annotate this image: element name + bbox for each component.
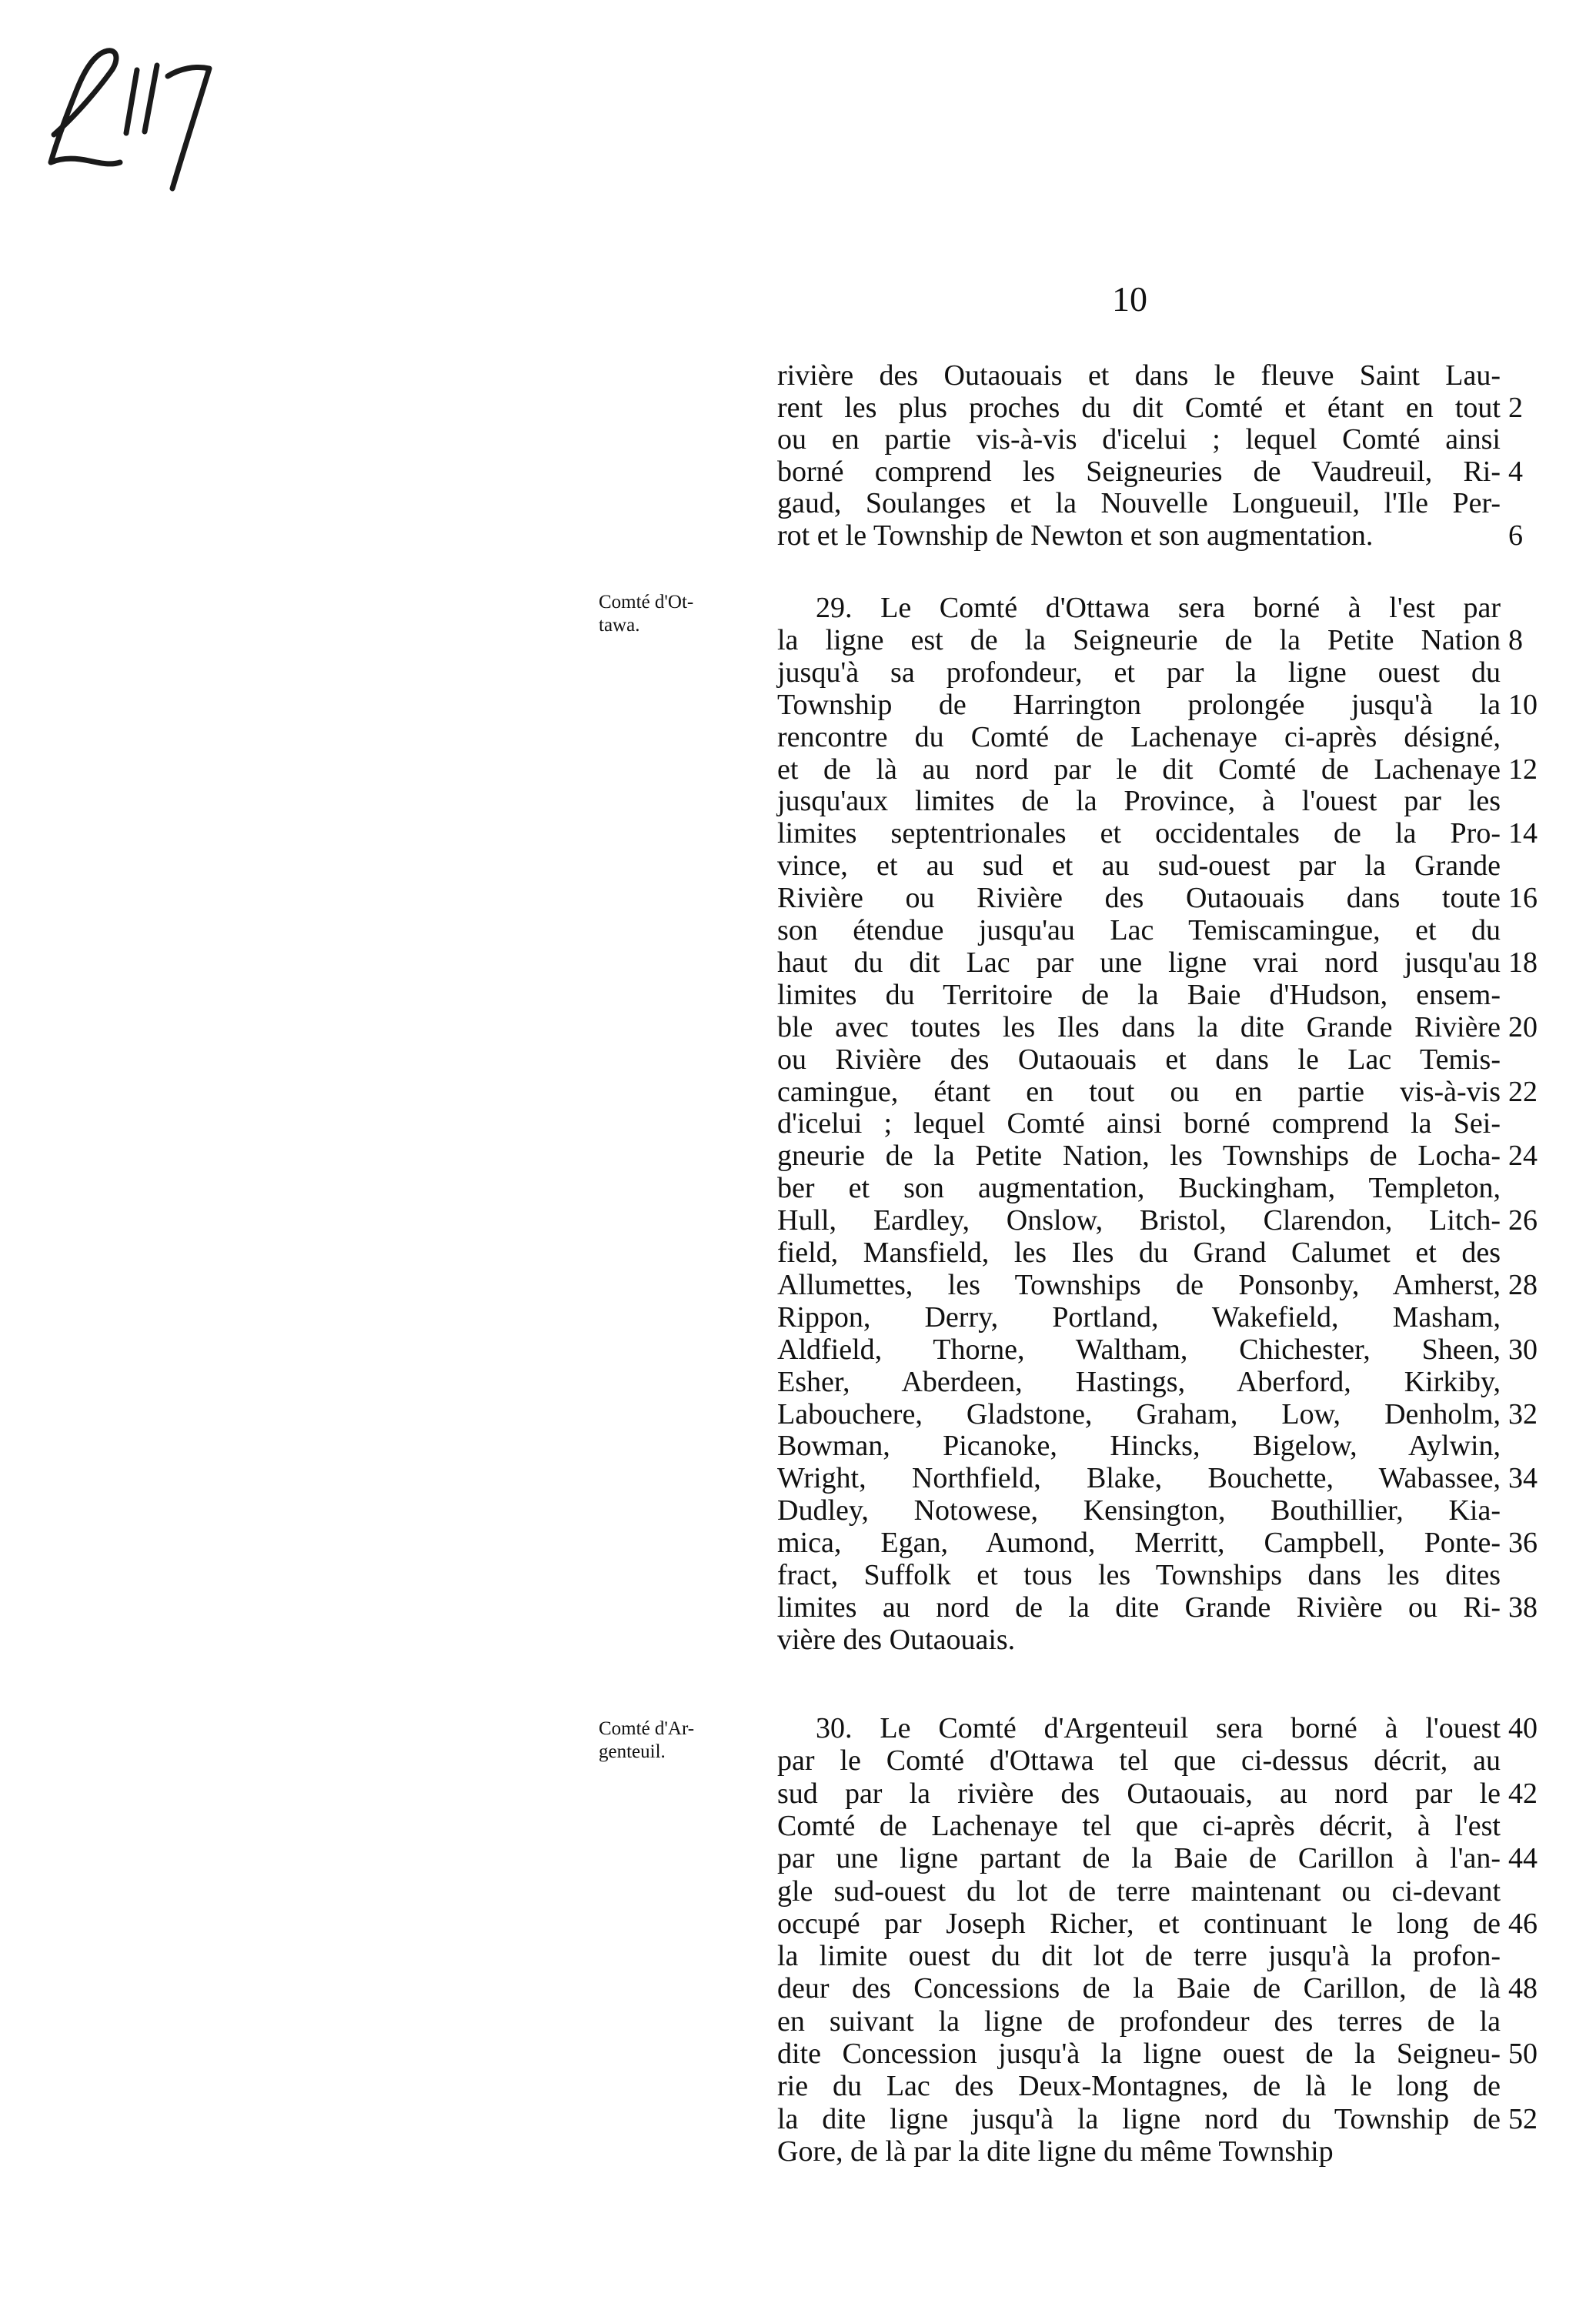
text-line [777, 2037, 1538, 2071]
line-text: la ligne est de la Seigneurie de la Petite Nation [777, 623, 1501, 656]
text-line [777, 359, 1501, 392]
line-text: 29. Le Comté d'Ottawa sera borné à l'est par [816, 592, 1501, 624]
margin-note-argenteuil [599, 1717, 768, 1764]
text-line [777, 1107, 1501, 1140]
text-line [777, 1744, 1501, 1778]
text-line [777, 720, 1501, 754]
text-line [777, 2102, 1538, 2136]
line-number: 14 [1508, 817, 1538, 850]
line-text: ber et son augmentation, Buckingham, Templeton, [777, 1172, 1501, 1205]
line-text: vière des Outaouais. [777, 1623, 1016, 1656]
line-text: rencontre du Comté de Lachenaye ci-après désigné, [777, 720, 1501, 753]
line-text: par une ligne partant de la Baie de Carillon à l'an- [777, 1842, 1501, 1875]
line-text: Allumettes, les Townships de Ponsonby, Amherst, [777, 1268, 1501, 1301]
line-text: Dudley, Notowese, Kensington, Bouthillier, Kia- [777, 1494, 1501, 1527]
text-line [777, 422, 1501, 456]
line-text: par le Comté d'Ottawa tel que ci-dessus décrit, au [777, 1744, 1501, 1778]
text-line [777, 1365, 1501, 1399]
line-number: 26 [1508, 1204, 1538, 1237]
text-line [777, 1300, 1501, 1334]
line-number: 2 [1508, 391, 1523, 424]
line-number: 48 [1508, 1972, 1538, 2005]
text-line [777, 623, 1523, 657]
line-text: rot et le Township de Newton et son augmentation. [777, 519, 1374, 552]
line-text: ou en partie vis-à-vis d'icelui ; lequel Comté ainsi [777, 423, 1501, 456]
line-text: la dite ligne jusqu'à la ligne nord du Township de [777, 2102, 1501, 2135]
text-line [777, 753, 1538, 786]
line-text: deur des Concessions de la Baie de Carillon, de là [777, 1972, 1501, 2005]
line-text: Labouchere, Gladstone, Graham, Low, Denholm, [777, 1397, 1501, 1430]
line-number: 16 [1508, 882, 1538, 915]
text-line [777, 1711, 1538, 1745]
line-text: jusqu'à sa profondeur, et par la ligne ouest du [777, 656, 1501, 689]
line-text: limites au nord de la dite Grande Rivière ou Ri- [777, 1591, 1501, 1624]
line-number: 28 [1508, 1268, 1538, 1301]
text-line [777, 688, 1538, 722]
text-line [777, 656, 1501, 689]
line-text: Hull, Eardley, Onslow, Bristol, Clarendon, Litch- [777, 1204, 1501, 1237]
line-text: borné comprend les Seigneuries de Vaudreuil, Ri- [777, 455, 1501, 488]
text-line [777, 784, 1501, 818]
text-line [777, 2069, 1501, 2103]
page-number: 10 [1112, 279, 1147, 319]
text-line [777, 1558, 1501, 1592]
text-line [777, 881, 1538, 915]
text-line [777, 1623, 1501, 1657]
line-text: limites septentrionales et occidentales de la Pro- [777, 817, 1501, 850]
line-text: vince, et au sud et au sud-ouest par la Grande [777, 850, 1501, 883]
line-number: 8 [1508, 623, 1523, 656]
text-line [777, 455, 1523, 489]
text-line [777, 486, 1501, 520]
text-line [777, 913, 1501, 947]
line-text: 30. Le Comté d'Argenteuil sera borné à l'ouest [816, 1712, 1501, 1744]
line-text: haut du dit Lac par une ligne vrai nord jusqu'au [777, 946, 1501, 979]
text-line [777, 1268, 1538, 1302]
text-line [777, 519, 1523, 552]
text-line [777, 1777, 1538, 1811]
line-text: en suivant la ligne de profondeur des terres de la [777, 2005, 1501, 2038]
text-line [777, 1494, 1501, 1527]
text-line [777, 816, 1538, 850]
text-line [777, 2135, 1501, 2168]
line-text: rent les plus proches du dit Comté et étant en tout [777, 391, 1501, 424]
text-line [777, 1907, 1538, 1941]
line-number: 42 [1508, 1777, 1538, 1810]
margin-note-line: tawa. [599, 615, 640, 636]
line-number: 50 [1508, 2038, 1538, 2070]
line-number: 12 [1508, 753, 1538, 786]
line-text: gle sud-ouest du lot de terre maintenant ou ci-devant [777, 1874, 1501, 1908]
line-text: son étendue jusqu'au Lac Temiscamingue, et du [777, 914, 1501, 946]
line-text: Esher, Aberdeen, Hastings, Aberford, Kirkiby, [777, 1365, 1501, 1398]
text-line [777, 849, 1501, 883]
line-number: 10 [1508, 688, 1538, 721]
text-line [777, 591, 1501, 625]
text-line [777, 1841, 1538, 1875]
text-line [777, 1591, 1538, 1624]
line-text: d'icelui ; lequel Comté ainsi borné comprend la Sei- [777, 1107, 1501, 1140]
line-text: Comté de Lachenaye tel que ci-après décrit, à l'est [777, 1809, 1501, 1842]
line-number: 18 [1508, 946, 1538, 979]
text-line [777, 1139, 1538, 1173]
line-text: fract, Suffolk et tous les Townships dans les dites [777, 1559, 1501, 1591]
text-line [777, 1939, 1501, 1973]
text-line [777, 1874, 1501, 1908]
line-number: 40 [1508, 1712, 1538, 1744]
text-line [777, 1333, 1538, 1367]
line-text: rie du Lac des Deux-Montagnes, de là le long de [777, 2070, 1501, 2103]
line-text: mica, Egan, Aumond, Merritt, Campbell, Ponte- [777, 1527, 1501, 1560]
line-text: gneurie de la Petite Nation, les Townships de Locha- [777, 1140, 1501, 1173]
text-line [777, 978, 1501, 1012]
line-text: sud par la rivière des Outaouais, au nord par le [777, 1777, 1501, 1810]
line-text: Rippon, Derry, Portland, Wakefield, Masham, [777, 1300, 1501, 1334]
margin-note-line: genteuil. [599, 1741, 666, 1762]
line-number: 44 [1508, 1842, 1538, 1875]
line-text: limites du Territoire de la Baie d'Hudson, ensem- [777, 978, 1501, 1011]
text-line [777, 1397, 1538, 1431]
text-line [777, 1809, 1501, 1843]
text-line [777, 1461, 1538, 1495]
text-line [777, 1526, 1538, 1560]
line-text: Aldfield, Thorne, Waltham, Chichester, Sheen, [777, 1333, 1501, 1366]
line-number: 36 [1508, 1527, 1538, 1560]
margin-note-line: Comté d'Ot- [599, 592, 694, 613]
margin-note-ottawa [599, 591, 768, 637]
text-line [777, 1010, 1538, 1044]
text-line [777, 1203, 1538, 1237]
line-number: 22 [1508, 1075, 1538, 1108]
line-number: 4 [1508, 455, 1523, 488]
line-text: ble avec toutes les Iles dans la dite Grande Rivière [777, 1010, 1501, 1043]
line-text: jusqu'aux limites de la Province, à l'ouest par les [777, 785, 1501, 818]
text-line [777, 1236, 1501, 1270]
text-line [777, 1971, 1538, 2005]
text-line [777, 1429, 1501, 1463]
line-text: et de là au nord par le dit Comté de Lachenaye [777, 753, 1501, 786]
line-text: Bowman, Picanoke, Hincks, Bigelow, Aylwin, [777, 1430, 1501, 1463]
text-line [777, 2005, 1501, 2038]
line-number: 20 [1508, 1010, 1538, 1043]
line-number: 38 [1508, 1591, 1538, 1624]
line-number: 46 [1508, 1907, 1538, 1940]
handwritten-folio-number [45, 42, 229, 196]
text-line [777, 946, 1538, 980]
text-line [777, 1043, 1501, 1077]
line-number: 32 [1508, 1397, 1538, 1430]
line-text: Rivière ou Rivière des Outaouais dans toute [777, 882, 1501, 915]
line-text: ou Rivière des Outaouais et dans le Lac Temis- [777, 1043, 1501, 1076]
text-line [777, 1075, 1538, 1109]
line-number: 34 [1508, 1462, 1538, 1495]
line-text: rivière des Outaouais et dans le fleuve Saint Lau- [777, 359, 1501, 392]
line-number: 30 [1508, 1333, 1538, 1366]
line-text: gaud, Soulanges et la Nouvelle Longueuil, l'Ile Per- [777, 487, 1501, 519]
line-text: camingue, étant en tout ou en partie vis-à-vis [777, 1075, 1501, 1108]
line-text: dite Concession jusqu'à la ligne ouest de la Seigneu- [777, 2038, 1501, 2070]
line-text: occupé par Joseph Richer, et continuant le long de [777, 1907, 1501, 1940]
line-text: la limite ouest du dit lot de terre jusqu'à la profon- [777, 1940, 1501, 1973]
line-number: 6 [1508, 519, 1523, 552]
line-text: field, Mansfield, les Iles du Grand Calumet et des [777, 1237, 1501, 1269]
line-text: Wright, Northfield, Blake, Bouchette, Wabassee, [777, 1462, 1501, 1495]
line-text: Gore, de là par la dite ligne du même Township [777, 2135, 1334, 2168]
line-number: 24 [1508, 1140, 1538, 1173]
line-number: 52 [1508, 2102, 1538, 2135]
text-line [777, 391, 1523, 425]
margin-note-line: Comté d'Ar- [599, 1718, 695, 1739]
line-text: Township de Harrington prolongée jusqu'à la [777, 688, 1501, 721]
text-line [777, 1171, 1501, 1205]
